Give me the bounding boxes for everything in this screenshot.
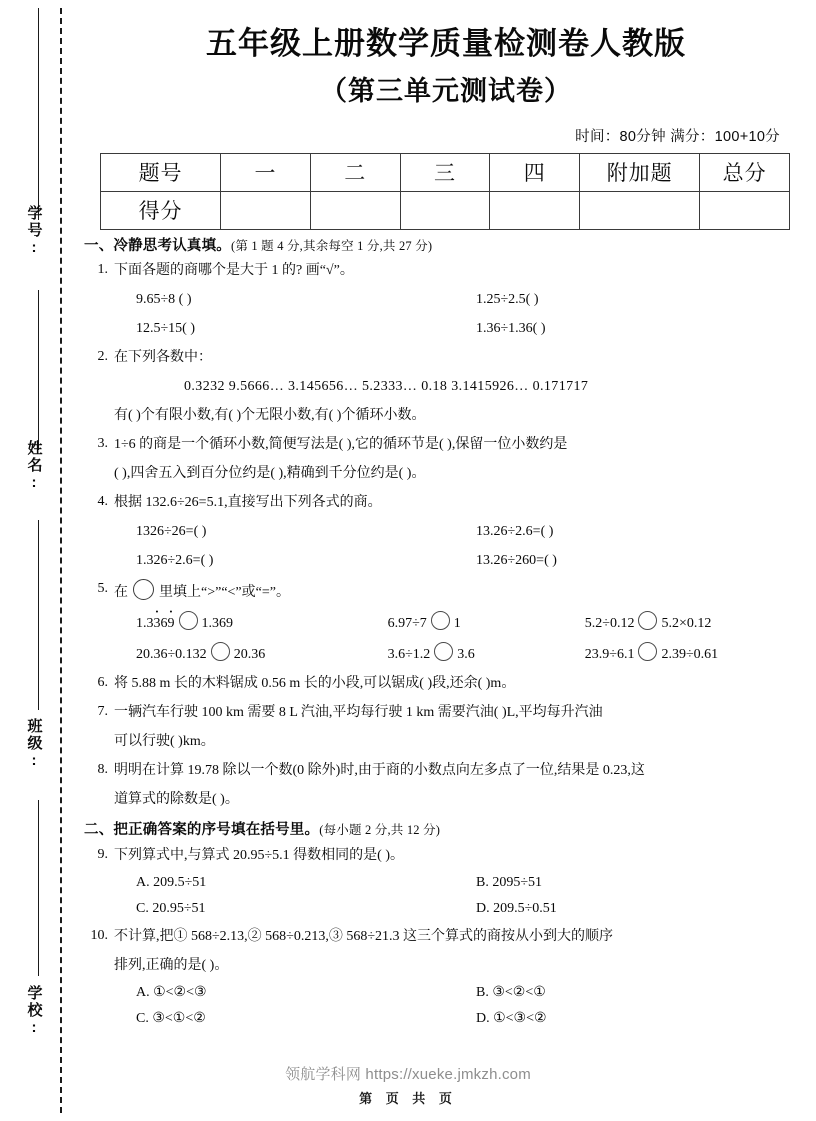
question-9-option-c[interactable]: C. 20.95÷51 <box>136 900 206 916</box>
question-10-option-d[interactable]: D. ①<③<② <box>476 1010 547 1026</box>
site-watermark: 领航学科网 https://xueke.jmkzh.com <box>285 1066 531 1083</box>
compare-circle-icon[interactable] <box>434 642 453 661</box>
seal-label-class: 班级: <box>25 718 43 771</box>
score-cell-1[interactable] <box>310 191 400 229</box>
compare-circle-icon[interactable] <box>431 611 450 630</box>
score-table-col-3: 四 <box>490 153 580 191</box>
question-5-row-2 <box>114 642 794 666</box>
score-table-wrap <box>76 153 816 230</box>
section-heading-2 <box>84 823 794 838</box>
question-7-line-2[interactable]: 可以行驶( )km。 <box>114 734 215 750</box>
score-table-col-2: 三 <box>400 153 490 191</box>
q5-c0-left-mid: 6 <box>160 616 168 632</box>
score-cell-5[interactable] <box>700 191 790 229</box>
score-table-col-1: 二 <box>310 153 400 191</box>
question-8-line-2[interactable]: 道算式的除数是( )。 <box>114 792 239 808</box>
section-2-points: (每小题 2 分,共 12 分) <box>319 823 441 838</box>
question-1-item-2[interactable]: 12.5÷15( ) <box>136 321 196 337</box>
q5-c0-left-a: 1.3 <box>136 616 154 632</box>
q5-c3-right: 20.36 <box>233 647 266 663</box>
question-1-item-1[interactable]: 1.25÷2.5( ) <box>476 292 539 308</box>
score-cell-4[interactable] <box>580 191 700 229</box>
question-9-number: 9. <box>97 846 108 862</box>
q5-c0-repeat-dot-1: 3 · <box>154 613 161 635</box>
compare-circle-icon[interactable] <box>638 611 657 630</box>
q5-c1-left: 6.97÷7 <box>387 616 427 632</box>
score-cell-0[interactable] <box>221 191 311 229</box>
q5-c2-left: 5.2÷0.12 <box>584 616 635 632</box>
section-2-title: 二、把正确答案的序号填在括号里。 <box>84 822 320 839</box>
exam-meta: 时间：80分钟 满分：100+10分 <box>575 128 780 145</box>
section-1-points: (第 1 题 4 分,其余每空 1 分,共 27 分) <box>231 238 433 253</box>
question-9-options-row-2 <box>114 899 794 919</box>
question-3-line-2[interactable]: ( ),四舍五入到百分位约是( ),精确到千分位约是( )。 <box>114 466 426 482</box>
question-10-option-c[interactable]: C. ③<①<② <box>136 1010 206 1026</box>
question-2-stem: 在下列各数中： <box>114 350 212 366</box>
page-subtitle: （第三单元测试卷） <box>320 75 572 106</box>
question-4-item-1[interactable]: 13.26÷2.6=( ) <box>476 524 554 540</box>
score-table-col-5: 总分 <box>700 153 790 191</box>
question-8 <box>84 760 794 811</box>
compare-circle-icon[interactable] <box>211 642 230 661</box>
table-row-scores <box>101 191 790 229</box>
seal-label-student-id: 学号: <box>25 205 43 258</box>
title-block <box>76 0 816 107</box>
score-table-col-4: 附加题 <box>580 153 700 191</box>
question-1 <box>84 260 794 340</box>
question-10-option-a[interactable]: A. ①<②<③ <box>136 984 207 1000</box>
question-1-item-0[interactable]: 9.65÷8 ( ) <box>136 292 192 308</box>
question-6-text[interactable]: 将 5.88 m 长的木料锯成 0.56 m 长的小段,可以锯成( )段,还余( )m。 <box>114 676 516 692</box>
seal-rule-4 <box>38 800 39 976</box>
seal-slot-学号 <box>14 205 54 263</box>
question-9-stem[interactable]: 下列算式中,与算式 20.95÷5.1 得数相同的是( )。 <box>114 847 405 863</box>
seal-rule-2 <box>38 290 39 450</box>
question-5-stem <box>114 579 794 604</box>
question-6 <box>84 673 794 695</box>
question-4-item-3[interactable]: 13.26÷260=( ) <box>476 553 557 569</box>
question-5-cell-1[interactable] <box>388 611 585 635</box>
question-9-option-b[interactable]: B. 2095÷51 <box>476 874 543 890</box>
question-5-number: 5. <box>97 581 108 597</box>
score-cell-2[interactable] <box>400 191 490 229</box>
question-5-cell-5[interactable] <box>585 642 816 666</box>
seal-label-name: 姓名: <box>25 440 43 493</box>
seal-dashed-line <box>60 8 62 1113</box>
question-4-item-0[interactable]: 1326÷26=( ) <box>136 524 207 540</box>
question-5-cell-2[interactable] <box>585 611 816 635</box>
q5-c0-repeat-dot-2: 9 · <box>168 613 175 635</box>
question-8-number: 8. <box>97 762 108 778</box>
question-10-number: 10. <box>90 927 108 943</box>
q5-c4-right: 3.6 <box>457 647 475 663</box>
question-5-cell-0[interactable] <box>114 611 388 635</box>
question-3-number: 3. <box>97 436 108 452</box>
question-10-line-2[interactable]: 排列,正确的是( )。 <box>114 957 229 973</box>
question-6-number: 6. <box>97 675 108 691</box>
question-7 <box>84 702 794 753</box>
seal-strip <box>0 0 76 1121</box>
question-5-stem-pre: 在 <box>114 585 128 601</box>
seal-slot-班级 <box>14 718 54 776</box>
q5-c2-right: 5.2×0.12 <box>661 616 712 632</box>
question-5-row-1 <box>114 611 794 635</box>
question-2-numbers: 0.3232 9.5666… 3.145656… 5.2333… 0.18 3.1415926… 0.171717 <box>184 379 589 395</box>
question-2-number: 2. <box>97 349 108 365</box>
question-4-stem: 根据 132.6÷26=5.1,直接写出下列各式的商。 <box>114 495 382 511</box>
compare-circle-icon[interactable] <box>638 642 657 661</box>
score-cell-3[interactable] <box>490 191 580 229</box>
question-1-stem: 下面各题的商哪个是大于 1 的? 画“√”。 <box>114 263 354 279</box>
question-7-number: 7. <box>97 704 108 720</box>
question-2-blanks[interactable]: 有( )个有限小数,有( )个无限小数,有( )个循环小数。 <box>114 408 426 424</box>
q5-c1-right: 1 <box>453 616 461 632</box>
question-10 <box>84 926 794 1029</box>
table-row-header <box>101 153 790 191</box>
question-5-stem-post: 里填上“>”“<”或“=”。 <box>159 585 290 601</box>
section-1-title: 一、冷静思考认真填。 <box>84 237 231 254</box>
compare-circle-icon[interactable] <box>179 611 198 630</box>
q5-c3-left: 20.36÷0.132 <box>136 647 207 663</box>
score-table-rowlabel-0: 题号 <box>101 153 221 191</box>
score-table-col-0: 一 <box>221 153 311 191</box>
footer <box>0 1063 816 1107</box>
question-3-line-1[interactable]: 1÷6 的商是一个循环小数,简便写法是( ),它的循环节是( ),保留一位小数约是 <box>114 437 568 453</box>
score-table <box>100 153 790 230</box>
seal-rule-3 <box>38 520 39 710</box>
question-5-cell-3[interactable] <box>114 642 388 666</box>
question-9 <box>84 845 794 919</box>
seal-slot-学校 <box>14 985 54 1043</box>
question-5 <box>84 579 794 666</box>
question-4-item-2[interactable]: 1.326÷2.6=( ) <box>136 553 214 569</box>
q5-c5-left: 23.9÷6.1 <box>584 647 635 663</box>
question-9-option-a[interactable]: A. 209.5÷51 <box>136 874 207 890</box>
question-1-item-3[interactable]: 1.36÷1.36( ) <box>476 321 546 337</box>
question-7-line-1[interactable]: 一辆汽车行驶 100 km 需要 8 L 汽油,平均每行驶 1 km 需要汽油( )L,平均每升汽油 <box>114 705 603 721</box>
page-title: 五年级上册数学质量检测卷人教版 <box>206 26 686 61</box>
question-4-number: 4. <box>97 494 108 510</box>
page-indicator: 第 页 共 页 <box>359 1091 457 1106</box>
question-8-line-1[interactable]: 明明在计算 19.78 除以一个数(0 除外)时,由于商的小数点向左多点了一位,结果是 0.23,这 <box>114 763 645 779</box>
question-10-options-row-2 <box>114 1009 794 1029</box>
question-2 <box>84 347 794 427</box>
question-9-option-d[interactable]: D. 209.5÷0.51 <box>476 900 557 916</box>
seal-rule-1 <box>38 8 39 220</box>
q5-c0-right: 1.369 <box>201 616 233 632</box>
question-4 <box>84 492 794 572</box>
exam-sheet <box>76 0 816 1121</box>
question-10-line-1: 不计算,把① 568÷2.13,② 568÷0.213,③ 568÷21.3 这三个算式的商按从小到大的顺序 <box>114 928 614 944</box>
question-10-option-b[interactable]: B. ③<②<① <box>476 984 546 1000</box>
compare-circle-icon <box>133 579 154 600</box>
question-9-options-row-1 <box>114 873 794 893</box>
question-content <box>76 239 816 1029</box>
q5-c4-left: 3.6÷1.2 <box>387 647 431 663</box>
seal-slot-姓名 <box>14 440 54 498</box>
section-heading-1 <box>84 239 794 254</box>
score-table-rowlabel-1: 得分 <box>101 191 221 229</box>
question-5-cell-4[interactable] <box>388 642 585 666</box>
seal-label-school: 学校: <box>25 985 43 1038</box>
question-10-options-row-1 <box>114 983 794 1003</box>
question-3 <box>84 434 794 485</box>
question-1-number: 1. <box>97 262 108 278</box>
q5-c5-right: 2.39÷0.61 <box>661 647 719 663</box>
